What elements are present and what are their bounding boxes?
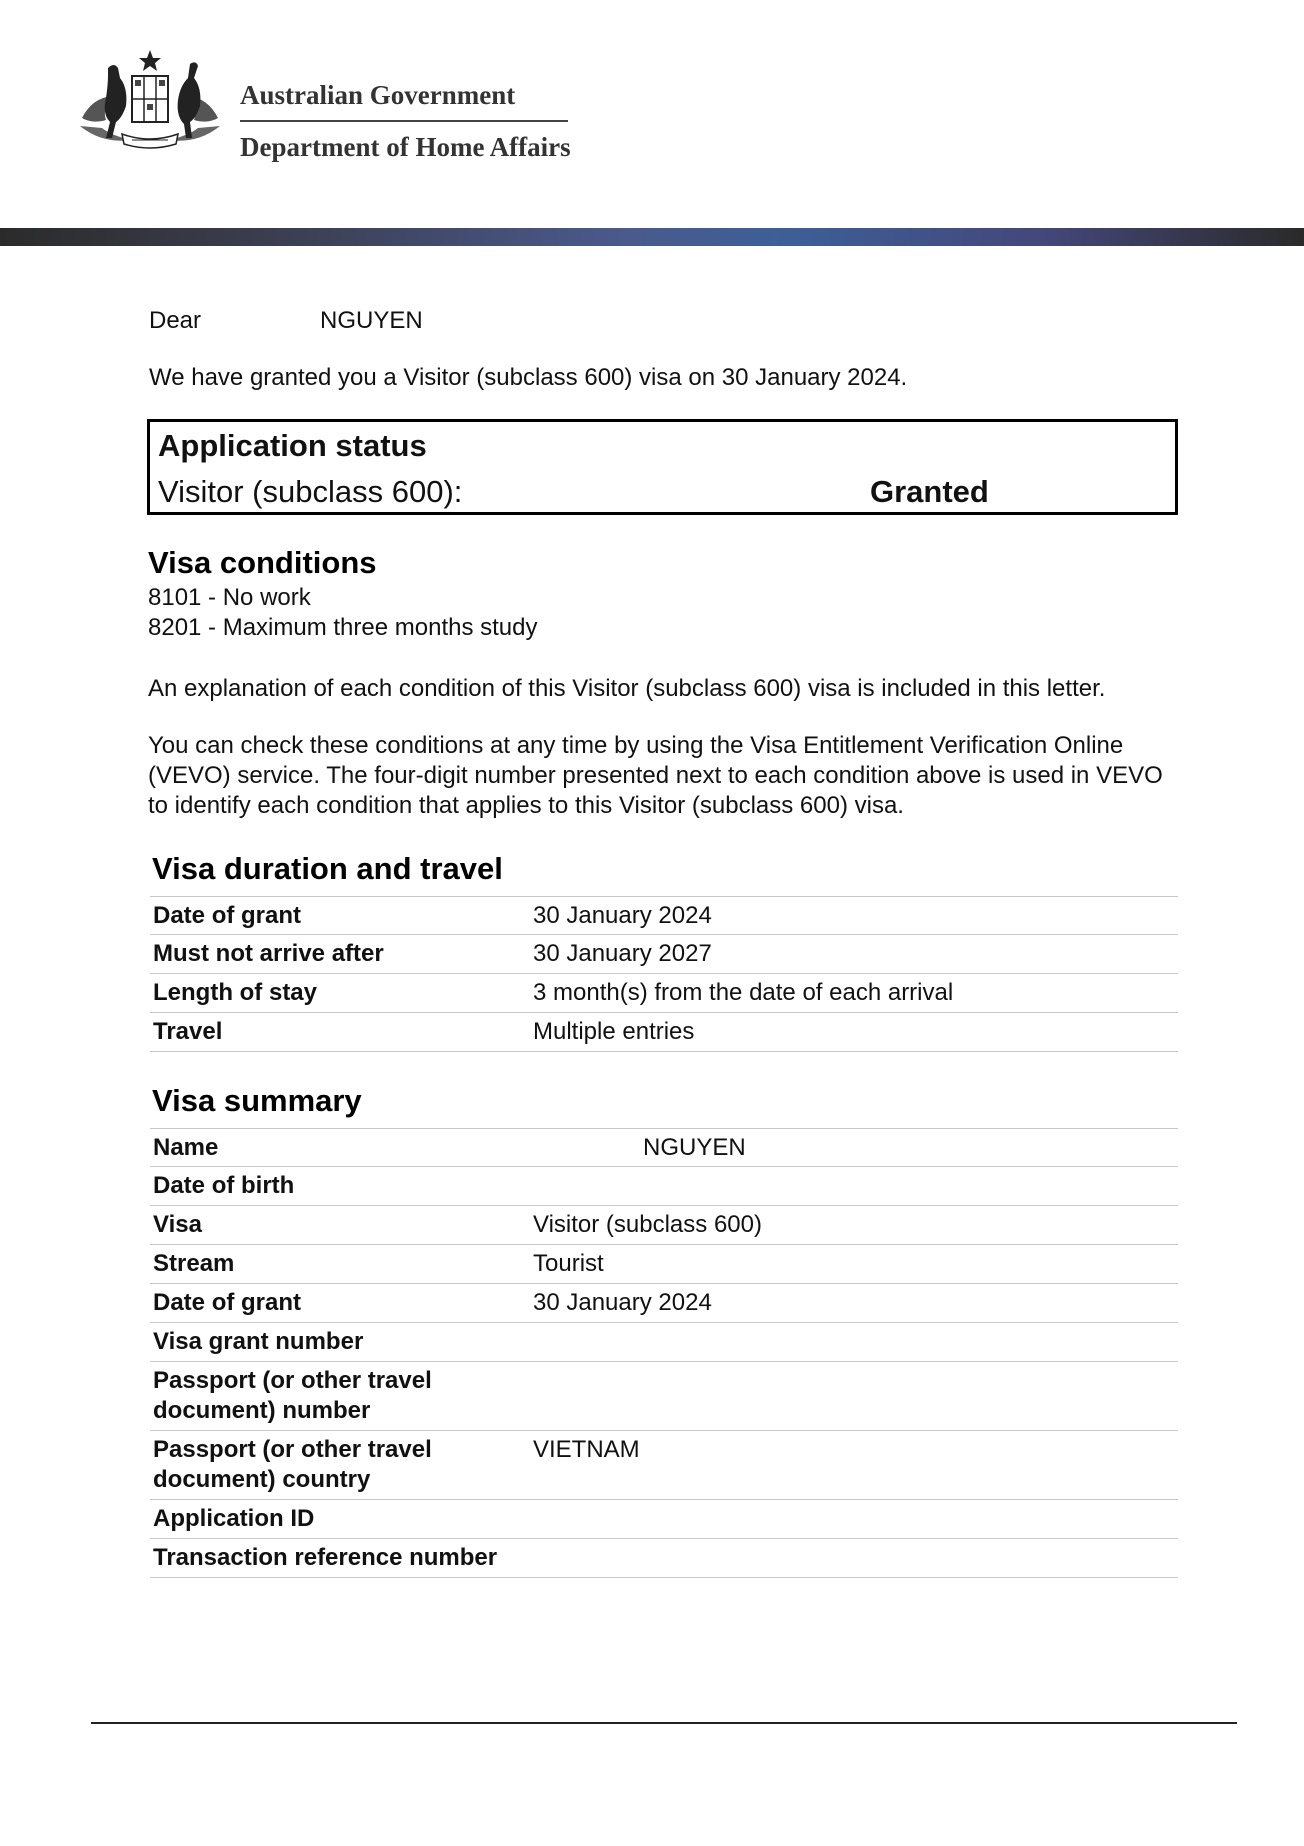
table-row: [150, 1245, 1178, 1284]
row-label: Visa grant number: [153, 1328, 364, 1355]
table-row: [150, 1500, 1178, 1539]
table-row: [150, 1284, 1178, 1323]
department-name: Department of Home Affairs: [240, 132, 571, 162]
row-label: Application ID: [153, 1505, 315, 1532]
row-value: Multiple entries: [533, 1018, 695, 1045]
row-label: Passport (or other travel document) country: [153, 1436, 432, 1493]
header-band: [0, 228, 1304, 246]
row-label: Name: [153, 1134, 219, 1161]
visa-duration-title: Visa duration and travel: [152, 851, 503, 886]
row-label: Visa: [153, 1211, 202, 1238]
row-label: Date of grant: [153, 1289, 302, 1316]
conditions-explanation: An explanation of each condition of this Visitor (subclass 600) visa is included in this letter.: [148, 675, 1106, 702]
row-value: 30 January 2024: [533, 1289, 712, 1316]
row-value: 30 January 2027: [533, 940, 712, 967]
table-row: [150, 1323, 1178, 1362]
table-row: [150, 1013, 1178, 1052]
visa-summary-table: [150, 1128, 1178, 1578]
row-value: Visitor (subclass 600): [533, 1211, 762, 1238]
table-row: [150, 1167, 1178, 1206]
row-value: VIETNAM: [533, 1436, 640, 1463]
condition-item: 8201 - Maximum three months study: [148, 614, 538, 641]
row-label: Passport (or other travel document) number: [153, 1367, 432, 1424]
row-value: NGUYEN: [643, 1134, 746, 1161]
visa-summary-title: Visa summary: [152, 1083, 362, 1118]
row-value: Tourist: [533, 1250, 604, 1277]
visa-duration-table: [150, 896, 1178, 1052]
visa-conditions-title: Visa conditions: [148, 545, 377, 580]
row-label: Must not arrive after: [153, 940, 384, 967]
table-row: [150, 1431, 1178, 1500]
table-row: [150, 1362, 1178, 1431]
row-label: Transaction reference number: [153, 1544, 498, 1571]
row-label: Stream: [153, 1250, 235, 1277]
row-label: Date of grant: [153, 902, 302, 929]
grant-intro: We have granted you a Visitor (subclass 600) visa on 30 January 2024.: [149, 364, 908, 391]
table-row: [150, 974, 1178, 1013]
status-visa-label: Visitor (subclass 600):: [158, 474, 463, 509]
salutation: Dear: [149, 307, 202, 334]
footer-divider: [91, 1722, 1237, 1724]
condition-item: 8101 - No work: [148, 584, 311, 611]
row-value: 3 month(s) from the date of each arrival: [533, 979, 954, 1006]
table-row: [150, 935, 1178, 974]
government-name: Australian Government: [240, 80, 516, 110]
letterhead-divider: [240, 120, 568, 122]
table-row: [150, 1539, 1178, 1578]
vevo-paragraph: You can check these conditions at any time by using the Visa Entitlement Verification Online (VEVO) service. The four-digit number presented next to each condition above is used in VEVO to identify each condition that applies to this Visitor (subclass 600) visa.: [148, 732, 1163, 819]
row-value: 30 January 2024: [533, 902, 712, 929]
australian-coat-of-arms-icon: [72, 48, 228, 164]
row-label: Travel: [153, 1018, 223, 1045]
table-row: [150, 1206, 1178, 1245]
table-row: [150, 1128, 1178, 1167]
table-row: [150, 896, 1178, 935]
recipient-name: NGUYEN: [320, 307, 423, 334]
row-label: Date of birth: [153, 1172, 295, 1199]
row-label: Length of stay: [153, 979, 318, 1006]
application-status-box: [147, 419, 1178, 515]
application-status-title: Application status: [158, 428, 427, 463]
status-value: Granted: [870, 474, 989, 509]
